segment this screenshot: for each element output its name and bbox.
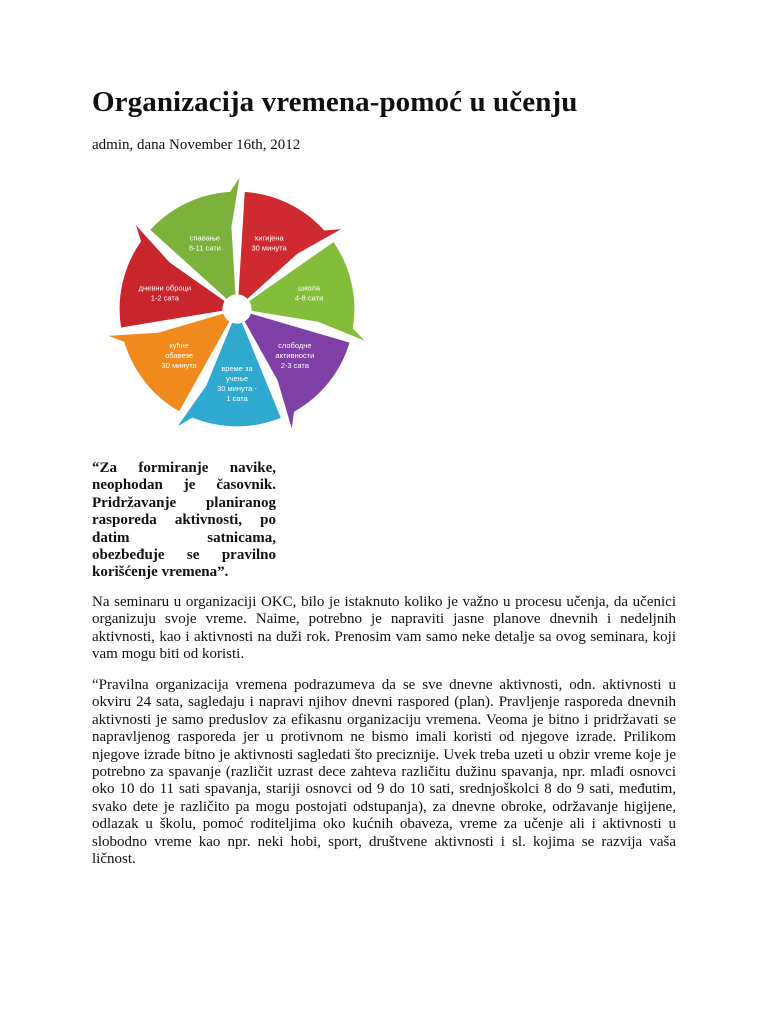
- cycle-segment-label-7: спавање 8-11 сати: [188, 233, 221, 253]
- body-paragraph-2: “Pravilna organizacija vremena podrazumeva da se sve dnevne aktivnosti, odn. aktivnosti u okviru 24 sata, sagledaju i napravi njihov dnevni raspored (plan). Pravljenje rasporeda dnevnih aktivnosti je samo preduslov za efikasnu organizaciju vremena. Veoma je bitno i pridržavati se napravljenog rasporeda jer u protivnom ne bismo imali koristi od njegove izrade. Prilikom njegove izrade bitno je aktivnosti sagledati što preciznije. Uvek treba uzeti u obzir vreme koje je potrebno za spavanje (različit uzrast dece zahteva različitu dužinu spavanja, npr. mlađi osnovci oko 10 do 11 sati spavanja, stariji osnovci od 9 do 10 sati, srednjoškolci 8 do 9 sati, međutim, svako dete je različito pa mogu postojati odstupanja), za dnevne obroke, održavanje higijene, odlazak u školu, pomoć roditeljima oko kućnih obaveza, vreme za učenje ali i aktivnosti u slobodno vreme kao npr. neki hobi, sport, društvene aktivnosti i sl. kojima se razvija vaša ličnost.: [92, 677, 676, 868]
- cycle-segment-label-1: хигијена 30 минута: [251, 233, 287, 253]
- cycle-segment-label-6: дневни оброци 1-2 сата: [138, 283, 192, 303]
- cycle-segment-label-5: кућне обавезе 30 минута: [161, 341, 197, 371]
- body-paragraph-1: Na seminaru u organizaciji OKC, bilo je istaknuto koliko je važno u procesu učenja, da učenici organizuju svoje vreme. Naime, potrebno je napraviti jasne planove dnevnih i nedeljnih aktivnosti, kao i aktivnosti na duži rok. Prenosim vam samo neke detalje sa ovog seminara, koji vam mogu biti od koristi.: [92, 594, 676, 663]
- cycle-segment-label-4: време за учење 30 минута -1 сата: [217, 364, 257, 403]
- pull-quote: “Za formiranje navike, neophodan je časovnik. Pridržavanje planiranog rasporeda aktivnosti, po datim satnicama, obezbeđuje se pravilno korišćenje vremena”.: [92, 460, 276, 581]
- cycle-segment-label-2: школа 4-8 сати: [294, 283, 324, 303]
- byline: admin, dana November 16th, 2012: [92, 137, 301, 153]
- cycle-segment-label-3: слободне активности 2-3 сата: [275, 341, 315, 371]
- daily-activity-cycle-diagram: [92, 174, 392, 440]
- page-title: Organizacija vremena-pomoć u učenju: [92, 86, 578, 118]
